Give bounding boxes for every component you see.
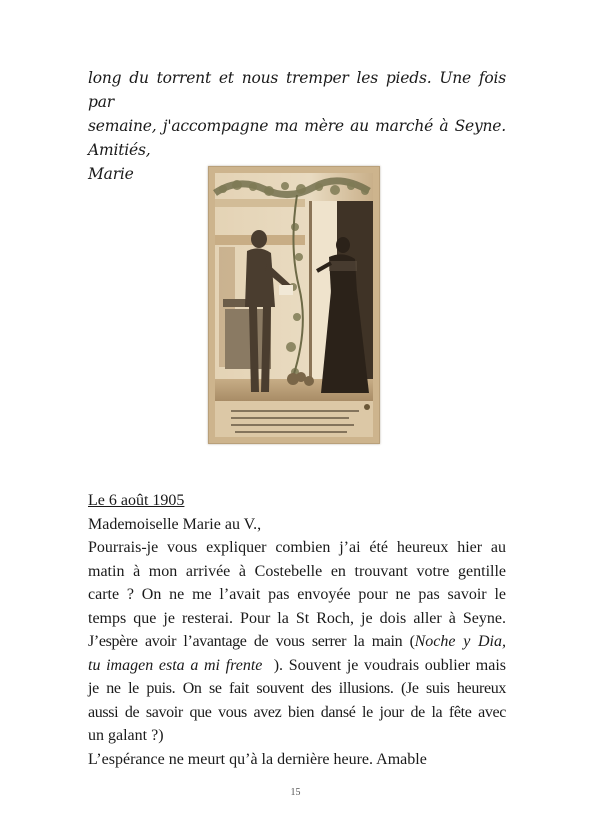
letter-salutation: Mademoiselle Marie au V., bbox=[88, 515, 262, 533]
letter-closing: L’espérance ne meurt qu’à la dernière heure. Amable bbox=[88, 750, 427, 768]
letter-line: aussi de savoir que vous avez bien dansé le jour de la fête avec bbox=[88, 703, 506, 721]
letter-line: temps que je resterai. Pour la St Roch, je dois aller à Seyne. bbox=[88, 609, 506, 627]
page-number: 15 bbox=[290, 787, 301, 798]
letter-text: ). Souvent je voudrais oublier mais bbox=[273, 656, 507, 674]
letter-line: je ne le puis. On se fait souvent des illusions. (Je suis heureux bbox=[88, 680, 506, 697]
letter-line: carte ? On ne me l’avait pas envoyée pour ne pas savoir le bbox=[88, 586, 506, 603]
letter-line: Pourrais-je vous expliquer combien j’ai été heureux hier au bbox=[88, 539, 506, 556]
letter-line: un galant ?) bbox=[88, 727, 164, 744]
intro-line: semaine, j'accompagne ma mère au marché à Seyne. Amitiés, bbox=[88, 117, 506, 159]
letter-line: matin à mon arrivée à Costebelle en trouvant votre gentille bbox=[88, 562, 506, 580]
letter-body bbox=[88, 489, 506, 771]
spanish-quote: Noche y Dia, bbox=[414, 633, 506, 650]
intro-signature: Marie bbox=[88, 165, 134, 183]
intro-line: long du torrent et nous tremper les pieds. Une fois par bbox=[88, 69, 506, 111]
spanish-quote: tu imagen esta a mi frente bbox=[88, 656, 263, 674]
letter-line bbox=[88, 654, 506, 678]
letter-date-text: Le 6 août 1905 bbox=[88, 492, 185, 509]
letter-line bbox=[88, 630, 506, 654]
postcard-illustration bbox=[209, 167, 379, 443]
letter-text: J’espère avoir l’avantage de vous serrer la main ( bbox=[88, 633, 415, 650]
vintage-postcard-photo bbox=[208, 166, 380, 444]
letter-date bbox=[88, 489, 506, 513]
